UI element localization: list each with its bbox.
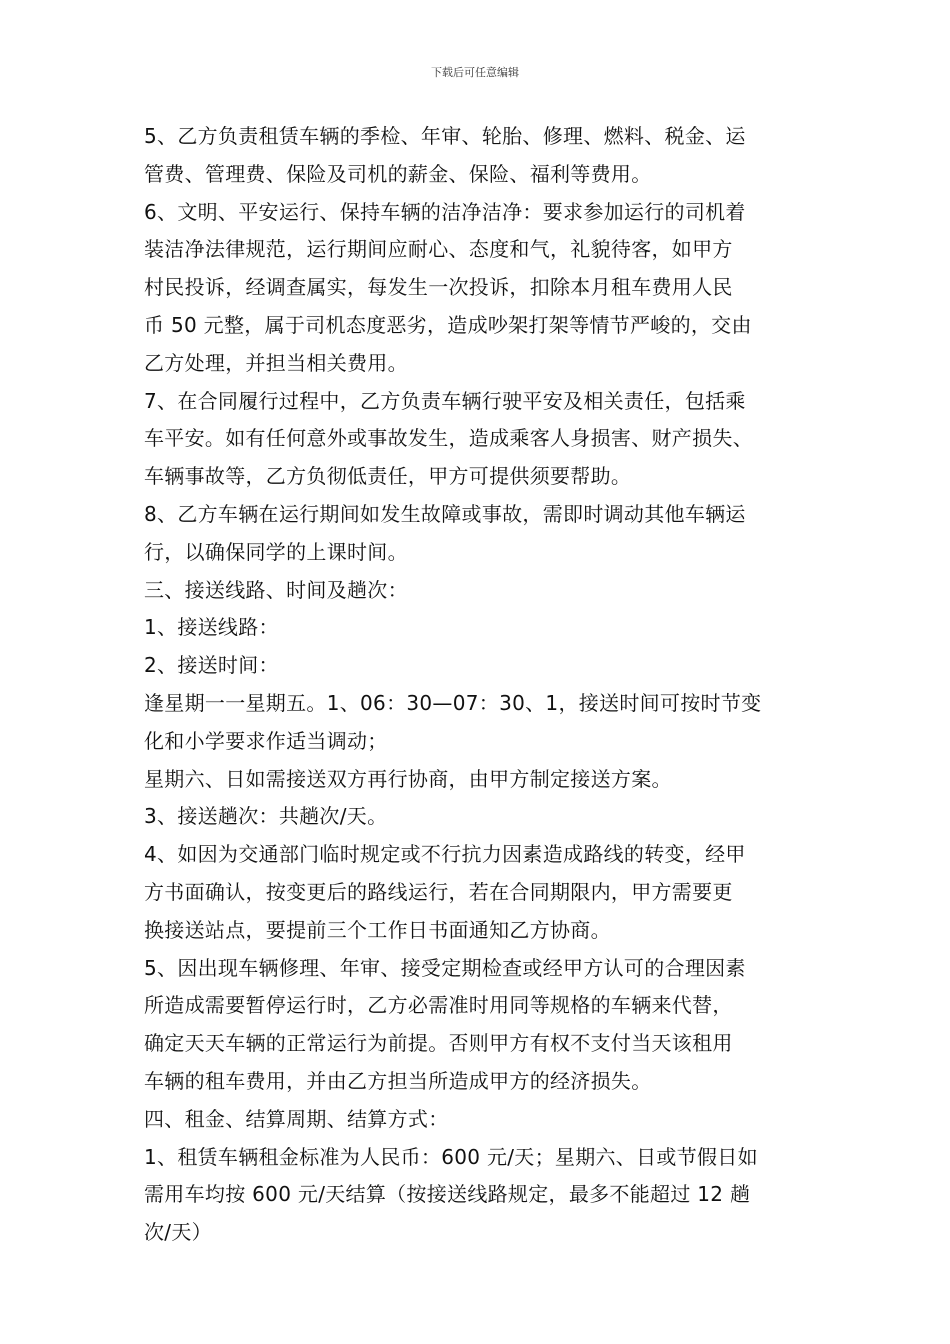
text-line: 5、乙方负责租赁车辆的季检、年审、轮胎、修理、燃料、税金、运 <box>144 124 746 148</box>
text-line: 8、乙方车辆在运行期间如发生故障或事故，需即时调动其他车辆运 <box>144 501 746 526</box>
text-line: 需用车均按 600 元/天结算（按接送线路规定，最多不能超过 12 趟 <box>144 1182 751 1207</box>
text-line: 管费、管理费、保险及司机的薪金、保险、福利等费用。 <box>144 161 652 186</box>
text-line: 确定天天车辆的正常运行为前提。否则甲方有权不支付当天该租用 <box>144 1031 733 1056</box>
text-line: 1、租赁车辆租金标准为人民币：600 元/天；星期六、日或节假日如 <box>144 1144 758 1169</box>
text-line: 方书面确认，按变更后的路线运行，若在合同期限内，甲方需要更 <box>144 879 733 904</box>
text-line: 车辆的租车费用，并由乙方担当所造成甲方的经济损失。 <box>144 1068 652 1093</box>
text-line: 7、在合同履行过程中，乙方负责车辆行驶平安及相关责任，包括乘 <box>144 388 746 413</box>
text-line: 1、接送线路： <box>144 615 279 640</box>
text-line: 村民投诉，经调查属实，每发生一次投诉，扣除本月租车费用人民 <box>144 275 733 300</box>
text-line: 车辆事故等，乙方负彻低责任，甲方可提供须要帮助。 <box>144 464 632 489</box>
text-line: 5、因出现车辆修理、年审、接受定期检查或经甲方认可的合理因素 <box>144 955 746 980</box>
text-line: 星期六、日如需接送双方再行协商，由甲方制定接送方案。 <box>144 766 672 791</box>
text-line: 换接送站点，要提前三个工作日书面通知乙方协商。 <box>144 917 611 942</box>
page-header: 下载后可任意编辑 <box>431 66 519 79</box>
section-heading: 四、租金、结算周期、结算方式： <box>144 1106 449 1131</box>
text-line: 6、文明、平安运行、保持车辆的洁净洁净：要求参加运行的司机着 <box>144 199 746 224</box>
section-heading: 三、接送线路、时间及趟次： <box>144 577 408 602</box>
document-body <box>144 118 824 1252</box>
text-line: 所造成需要暂停运行时，乙方必需准时用同等规格的车辆来代替， <box>144 993 733 1018</box>
text-line: 3、接送趟次：共趟次/天。 <box>144 804 388 829</box>
text-line: 逢星期一一星期五。1、06：30—07：30、1，接送时间可按时节变 <box>144 690 762 715</box>
text-line: 行，以确保同学的上课时间。 <box>144 539 408 564</box>
text-line: 化和小学要求作适当调动； <box>144 728 388 753</box>
text-line: 2、接送时间： <box>144 653 279 678</box>
text-line: 4、如因为交通部门临时规定或不行抗力因素造成路线的转变，经甲 <box>144 842 746 867</box>
text-line: 币 50 元整，属于司机态度恶劣，造成吵架打架等情节严峻的，交由 <box>144 312 752 337</box>
text-line: 次/天） <box>144 1220 212 1245</box>
text-line: 装洁净法律规范，运行期间应耐心、态度和气，礼貌待客，如甲方 <box>144 237 733 262</box>
text-line: 乙方处理，并担当相关费用。 <box>144 350 408 375</box>
text-line: 车平安。如有任何意外或事故发生，造成乘客人身损害、财产损失、 <box>144 426 753 451</box>
